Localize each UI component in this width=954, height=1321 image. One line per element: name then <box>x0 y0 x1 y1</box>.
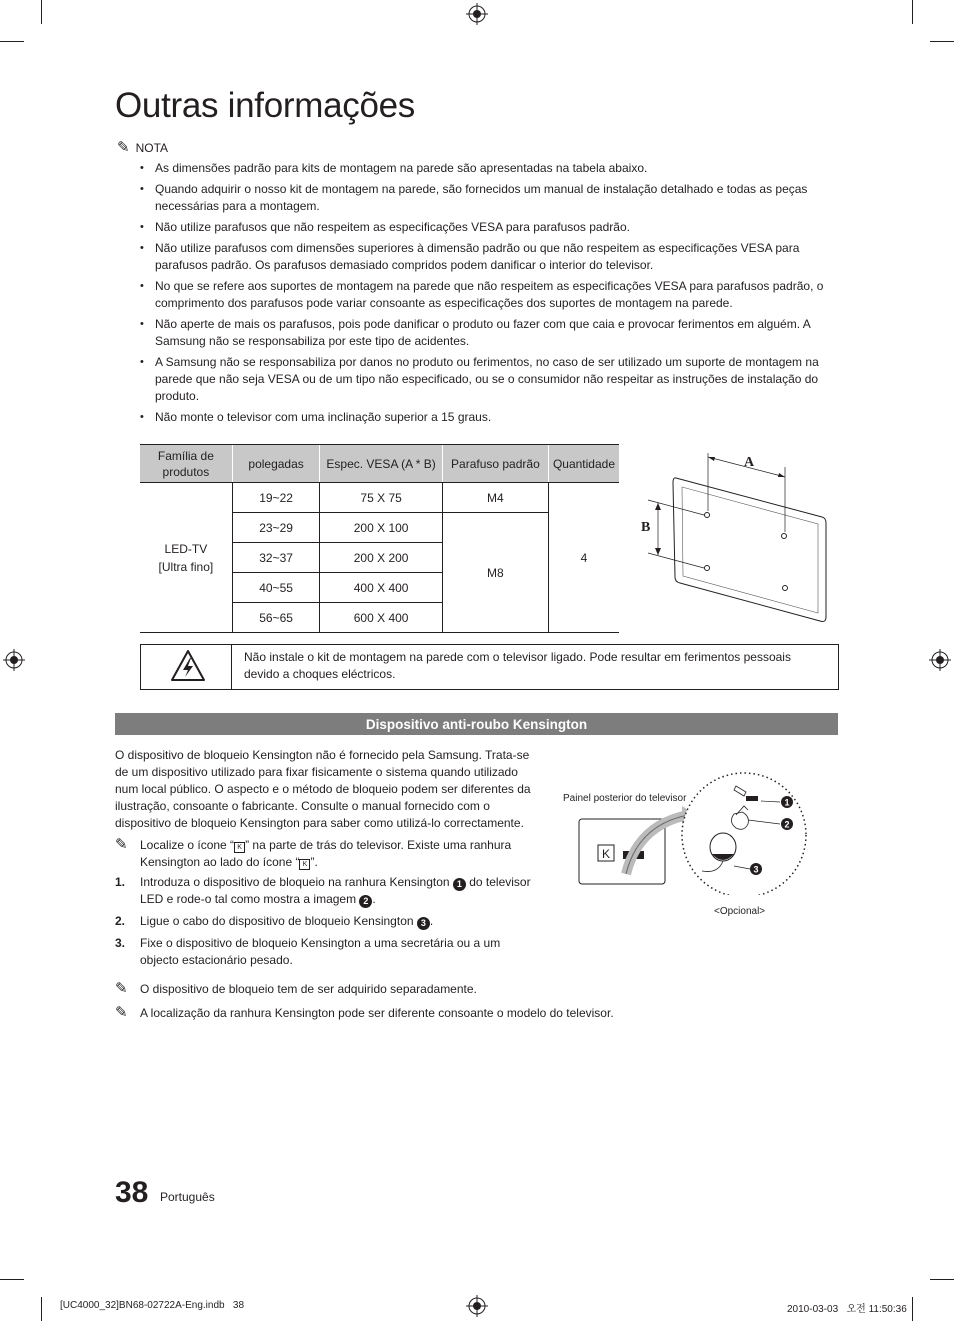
registration-mark-icon <box>3 649 25 671</box>
list-item: • A Samsung não se responsabiliza por danos no produto ou ferimentos, no caso de ser utilizado um suporte de montagem na parede que não seja VESA ou de um tipo não especificado, ou se o consumidor não respeitar as instruções de instalação do produto. <box>140 354 840 405</box>
locate-text-c: ”. <box>310 855 318 869</box>
pencil-note-icon: ✎ <box>115 1004 128 1021</box>
diagram-label-b: B <box>641 520 651 535</box>
locate-text-b: ” na parte de trás do televisor. Existe uma ranhura Kensington ao lado do ícone “ <box>140 838 512 869</box>
inches-cell: 32~37 <box>232 543 320 573</box>
warning-icon-cell <box>141 645 232 689</box>
screw-cell: M4 <box>442 483 548 513</box>
callout-number-icon: 3 <box>417 917 430 930</box>
nota-heading <box>117 138 168 156</box>
step-3 <box>115 935 540 969</box>
footer-language: Português <box>160 1190 215 1204</box>
step-number: 1. <box>115 875 126 889</box>
screw-cell: M8 <box>442 513 548 633</box>
inches-cell: 56~65 <box>232 603 320 633</box>
family-cell: LED-TV [Ultra fino] <box>140 483 232 633</box>
crop-mark <box>0 41 24 42</box>
print-timestamp: 2010-03-03 오전 11:50:36 <box>787 1304 907 1315</box>
inches-cell: 23~29 <box>232 513 320 543</box>
crop-mark <box>41 0 42 24</box>
registration-mark-icon <box>929 649 951 671</box>
file-info: [UC4000_32]BN68-02722A-Eng.indb 38 <box>60 1300 245 1311</box>
vesa-cell: 600 X 400 <box>320 603 442 633</box>
pencil-note-icon: ✎ <box>117 139 130 156</box>
page-title: Outras informações <box>115 86 415 125</box>
list-item: • Não monte o televisor com uma inclinação superior a 15 graus. <box>140 409 840 426</box>
table-row <box>140 483 619 513</box>
list-item: • Quando adquirir o nosso kit de montagem na parede, são fornecidos um manual de instalação detalhado e todas as peças necessárias para a montagem. <box>140 181 840 215</box>
kensington-lock-icon: K <box>299 859 310 870</box>
pencil-note-icon: ✎ <box>115 836 128 853</box>
list-item: • Não aperte de mais os parafusos, pois pode danificar o produto ou fazer com que caia e provocar ferimentos em alguém. A Samsung não se responsabiliza por este tipo de acidentes. <box>140 316 840 350</box>
registration-mark-icon <box>466 3 488 25</box>
locate-note <box>115 837 540 871</box>
optional-label: <Opcional> <box>714 906 766 917</box>
callout-number-icon: 2 <box>359 895 372 908</box>
crop-mark <box>930 1279 954 1280</box>
locate-text-a: Localize o ícone “ <box>140 838 235 852</box>
note-text: O dispositivo de bloqueio tem de ser adquirido separadamente. <box>140 982 477 996</box>
step-text: Introduza o dispositivo de bloqueio na ranhura Kensington <box>140 875 453 889</box>
step-number: 2. <box>115 914 126 928</box>
note-location <box>115 1005 815 1022</box>
vesa-cell: 400 X 400 <box>320 573 442 603</box>
note-purchase <box>115 981 815 998</box>
list-item: • No que se refere aos suportes de montagem na parede que não respeitem as especificações VESA para parafusos padrão, o comprimento dos parafusos pode variar consoante as especificações dos suportes de montagem na parede. <box>140 278 840 312</box>
callout-number-icon: 3 <box>753 864 759 875</box>
list-item: • As dimensões padrão para kits de montagem na parede são apresentadas na tabela abaixo. <box>140 160 840 177</box>
step-text: do televisor LED e rode-o tal como mostra a imagem <box>140 875 531 906</box>
crop-mark <box>41 1297 42 1321</box>
electric-hazard-icon <box>170 649 206 683</box>
notes-list <box>140 160 840 430</box>
callout-number-icon: 1 <box>453 878 466 891</box>
crop-mark <box>912 0 913 24</box>
step-text: Fixe o dispositivo de bloqueio Kensington a uma secretária ou a um objecto estacionário pesado. <box>140 936 501 967</box>
column-header: Espec. VESA (A * B) <box>320 445 442 483</box>
list-item: • Não utilize parafusos que não respeitem as especificações VESA para parafusos padrão. <box>140 219 840 236</box>
step-number: 3. <box>115 936 126 950</box>
crop-mark <box>912 1297 913 1321</box>
warning-text: Não instale o kit de montagem na parede com o televisor ligado. Pode resultar em ferimentos pessoais devido a choques eléctricos. <box>244 650 791 681</box>
kensington-intro: O dispositivo de bloqueio Kensington não é fornecido pela Samsung. Trata-se de um dispositivo utilizado para fixar fisicamente o sistema quando utilizado num local público. O aspecto e o método de bloqueio podem ser diferentes da ilustração, consoante o fabricante. Consulte o manual fornecido com o dispositivo de bloqueio Kensington para saber como utilizá-lo correctamente. <box>115 748 531 830</box>
nota-label: NOTA <box>135 141 169 155</box>
step-1 <box>115 874 540 908</box>
section-title-kensington: Dispositivo anti-roubo Kensington <box>115 713 838 735</box>
page-number: 38 <box>115 1176 149 1209</box>
note-text: A localização da ranhura Kensington pode ser diferente consoante o modelo do televisor. <box>140 1006 614 1020</box>
inches-cell: 40~55 <box>232 573 320 603</box>
step-2 <box>115 913 540 930</box>
diagram-label-a: A <box>744 455 755 470</box>
column-header: Quantidade <box>548 445 619 483</box>
tv-back-mount-diagram <box>630 445 835 630</box>
quantity-cell: 4 <box>548 483 619 633</box>
vesa-cell: 200 X 100 <box>320 513 442 543</box>
table-header-row <box>140 445 619 483</box>
pencil-note-icon: ✎ <box>115 980 128 997</box>
callout-number-icon: 2 <box>784 819 790 830</box>
callout-number-icon: 1 <box>784 797 790 808</box>
crop-mark <box>930 41 954 42</box>
step-text: . <box>429 914 434 928</box>
vesa-cell: 200 X 200 <box>320 543 442 573</box>
step-text: Ligue o cabo do dispositivo de bloqueio Kensington <box>140 914 417 928</box>
column-header: Família de produtos <box>140 445 232 483</box>
kensington-lock-icon: K <box>234 842 245 853</box>
vesa-cell: 75 X 75 <box>320 483 442 513</box>
step-text: . <box>372 892 376 906</box>
column-header: polegadas <box>232 445 320 483</box>
column-header: Parafuso padrão <box>442 445 548 483</box>
list-item: • Não utilize parafusos com dimensões superiores à dimensão padrão ou que não respeitem as especificações VESA para parafusos padrão. Os parafusos demasiado compridos podem danificar o interior do televisor. <box>140 240 840 274</box>
registration-mark-icon <box>466 1295 488 1317</box>
crop-mark <box>0 1279 24 1280</box>
vesa-spec-table <box>140 444 619 633</box>
kensington-k-letter: K <box>602 847 611 861</box>
panel-label: Painel posterior do televisor <box>563 793 687 804</box>
warning-box <box>140 644 839 690</box>
kensington-illustration <box>578 770 813 895</box>
inches-cell: 19~22 <box>232 483 320 513</box>
